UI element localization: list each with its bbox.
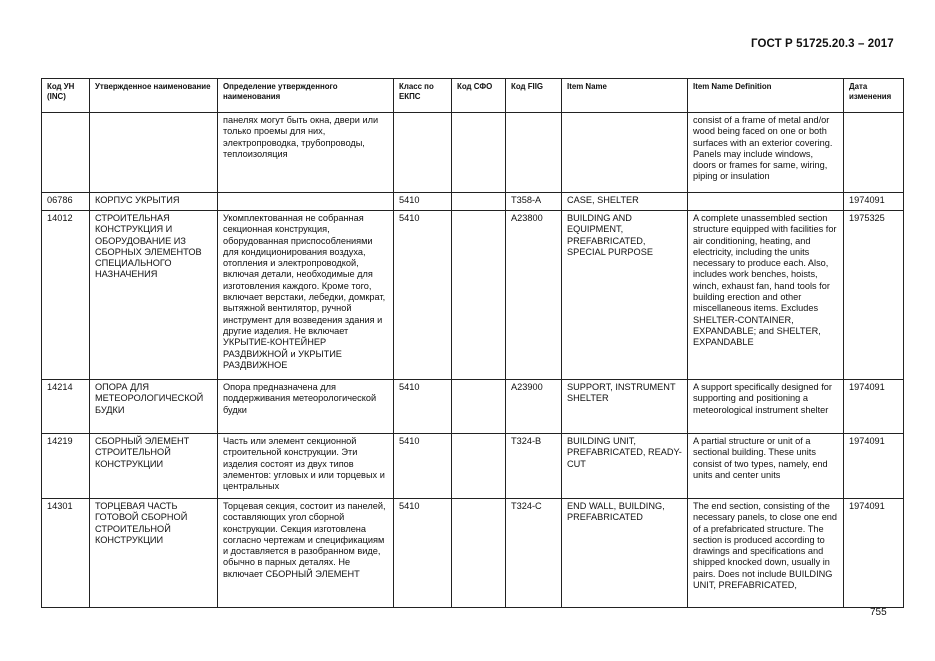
col-header-name-ru: Утвержденное наименование <box>90 79 218 113</box>
table-row <box>42 211 904 380</box>
cell-class: 5410 <box>394 380 452 434</box>
cell-date: 1974091 <box>844 380 904 434</box>
cell-definition-ru: панелях могут быть окна, двери или только проемы для них, электропроводка, трубопроводы, теплоизоляция <box>218 113 394 193</box>
cell-item-definition: A support specifically designed for supporting and positioning a meteorological instrument shelter <box>688 380 844 434</box>
cell-date: 1975325 <box>844 211 904 380</box>
page-number: 755 <box>870 607 887 618</box>
cell-fiig <box>506 113 562 193</box>
table-row <box>42 499 904 608</box>
cell-definition-ru: Укомплектованная не собранная секционная конструкция, оборудованная приспособлениями для кондиционирования воздуха, отопления и электропроводкой, включая детали, необходимые для изготовления каждого. Кроме того, включает верстаки, лебедки, домкрат, вытяжной вентилятор, ручной инструмент для возведения здания и другие изделия. Не включает УКРЫТИЕ-КОНТЕЙНЕР РАЗДВИЖНОЙ и УКРЫТИЕ РАЗДВИЖНОЕ <box>218 211 394 380</box>
table-header-row <box>42 79 904 113</box>
cell-code: 14301 <box>42 499 90 608</box>
items-table <box>41 78 904 608</box>
cell-item-definition <box>688 193 844 211</box>
cell-code: 14012 <box>42 211 90 380</box>
cell-class: 5410 <box>394 499 452 608</box>
cell-item-definition: A partial structure or unit of a sectional building. These units consist of two types, namely, end units and center units <box>688 434 844 499</box>
table-row <box>42 113 904 193</box>
cell-name-ru: ОПОРА ДЛЯ МЕТЕОРОЛОГИЧЕСКОЙ БУДКИ <box>90 380 218 434</box>
table-row <box>42 380 904 434</box>
table-row <box>42 434 904 499</box>
col-header-definition-ru: Определение утвержденного наименования <box>218 79 394 113</box>
table-row <box>42 193 904 211</box>
cell-code: 14214 <box>42 380 90 434</box>
cell-item-name: END WALL, BUILDING, PREFABRICATED <box>562 499 688 608</box>
document-code: ГОСТ Р 51725.20.3 – 2017 <box>751 38 894 50</box>
cell-definition-ru <box>218 193 394 211</box>
cell-code: 14219 <box>42 434 90 499</box>
cell-name-ru: КОРПУС УКРЫТИЯ <box>90 193 218 211</box>
cell-date <box>844 113 904 193</box>
cell-date: 1974091 <box>844 499 904 608</box>
col-header-fiig: Код FIIG <box>506 79 562 113</box>
col-header-code: Код УН (INC) <box>42 79 90 113</box>
cell-date: 1974091 <box>844 434 904 499</box>
cell-sfo <box>452 211 506 380</box>
cell-sfo <box>452 380 506 434</box>
cell-definition-ru: Часть или элемент секционной строительной конструкции. Эти изделия состоят из двух типов элементов: угловых и или торцевых и центральных <box>218 434 394 499</box>
cell-item-name: BUILDING AND EQUIPMENT, PREFABRICATED, SPECIAL PURPOSE <box>562 211 688 380</box>
cell-fiig: T358-A <box>506 193 562 211</box>
cell-fiig: A23900 <box>506 380 562 434</box>
cell-code <box>42 113 90 193</box>
cell-item-name: SUPPORT, INSTRUMENT SHELTER <box>562 380 688 434</box>
cell-class: 5410 <box>394 193 452 211</box>
cell-item-definition: The end section, consisting of the necessary panels, to close one end of a prefabricated structure. The section is produced according to drawings and specifications and shipped knocked down, usually in pairs. Does not include BUILDING UNIT, PREFABRICATED, <box>688 499 844 608</box>
cell-class: 5410 <box>394 434 452 499</box>
cell-name-ru: ТОРЦЕВАЯ ЧАСТЬ ГОТОВОЙ СБОРНОЙ СТРОИТЕЛЬНОЙ КОНСТРУКЦИИ <box>90 499 218 608</box>
cell-name-ru: СТРОИТЕЛЬНАЯ КОНСТРУКЦИЯ И ОБОРУДОВАНИЕ ИЗ СБОРНЫХ ЭЛЕМЕНТОВ СПЕЦИАЛЬНОГО НАЗНАЧЕНИЯ <box>90 211 218 380</box>
cell-item-name: CASE, SHELTER <box>562 193 688 211</box>
cell-item-definition: consist of a frame of metal and/or wood being faced on one or both surfaces with an exterior covering. Panels may include windows, doors or frames for same, wiring, piping or insulation <box>688 113 844 193</box>
cell-fiig: A23800 <box>506 211 562 380</box>
cell-definition-ru: Опора предназначена для поддерживания метеорологической будки <box>218 380 394 434</box>
col-header-item-definition: Item Name Definition <box>688 79 844 113</box>
col-header-date: Дата изменения <box>844 79 904 113</box>
cell-sfo <box>452 499 506 608</box>
cell-class: 5410 <box>394 211 452 380</box>
cell-definition-ru: Торцевая секция, состоит из панелей, составляющих угол сборной конструкции. Секция изготовлена согласно чертежам и спецификациям и доставляется в разобранном виде, обычно в парных деталях. Не включает СБОРНЫЙ ЭЛЕМЕНТ <box>218 499 394 608</box>
col-header-item-name: Item Name <box>562 79 688 113</box>
col-header-class: Класс по ЕКПС <box>394 79 452 113</box>
cell-name-ru: СБОРНЫЙ ЭЛЕМЕНТ СТРОИТЕЛЬНОЙ КОНСТРУКЦИИ <box>90 434 218 499</box>
cell-item-name: BUILDING UNIT, PREFABRICATED, READY-CUT <box>562 434 688 499</box>
col-header-sfo: Код СФО <box>452 79 506 113</box>
cell-date: 1974091 <box>844 193 904 211</box>
cell-class <box>394 113 452 193</box>
cell-name-ru <box>90 113 218 193</box>
cell-code: 06786 <box>42 193 90 211</box>
cell-fiig: T324-B <box>506 434 562 499</box>
cell-fiig: T324-C <box>506 499 562 608</box>
cell-sfo <box>452 113 506 193</box>
cell-sfo <box>452 434 506 499</box>
cell-item-name <box>562 113 688 193</box>
cell-item-definition: A complete unassembled section structure equipped with facilities for air conditioning, heating, and electricity, including the units necessary to produce each. Also, includes work benches, hoists, winch, exhaust fan, hand tools for building erection and other miscellaneous items. Excludes SHELTER-CONTAINER, EXPANDABLE; and SHELTER, EXPANDABLE <box>688 211 844 380</box>
cell-sfo <box>452 193 506 211</box>
